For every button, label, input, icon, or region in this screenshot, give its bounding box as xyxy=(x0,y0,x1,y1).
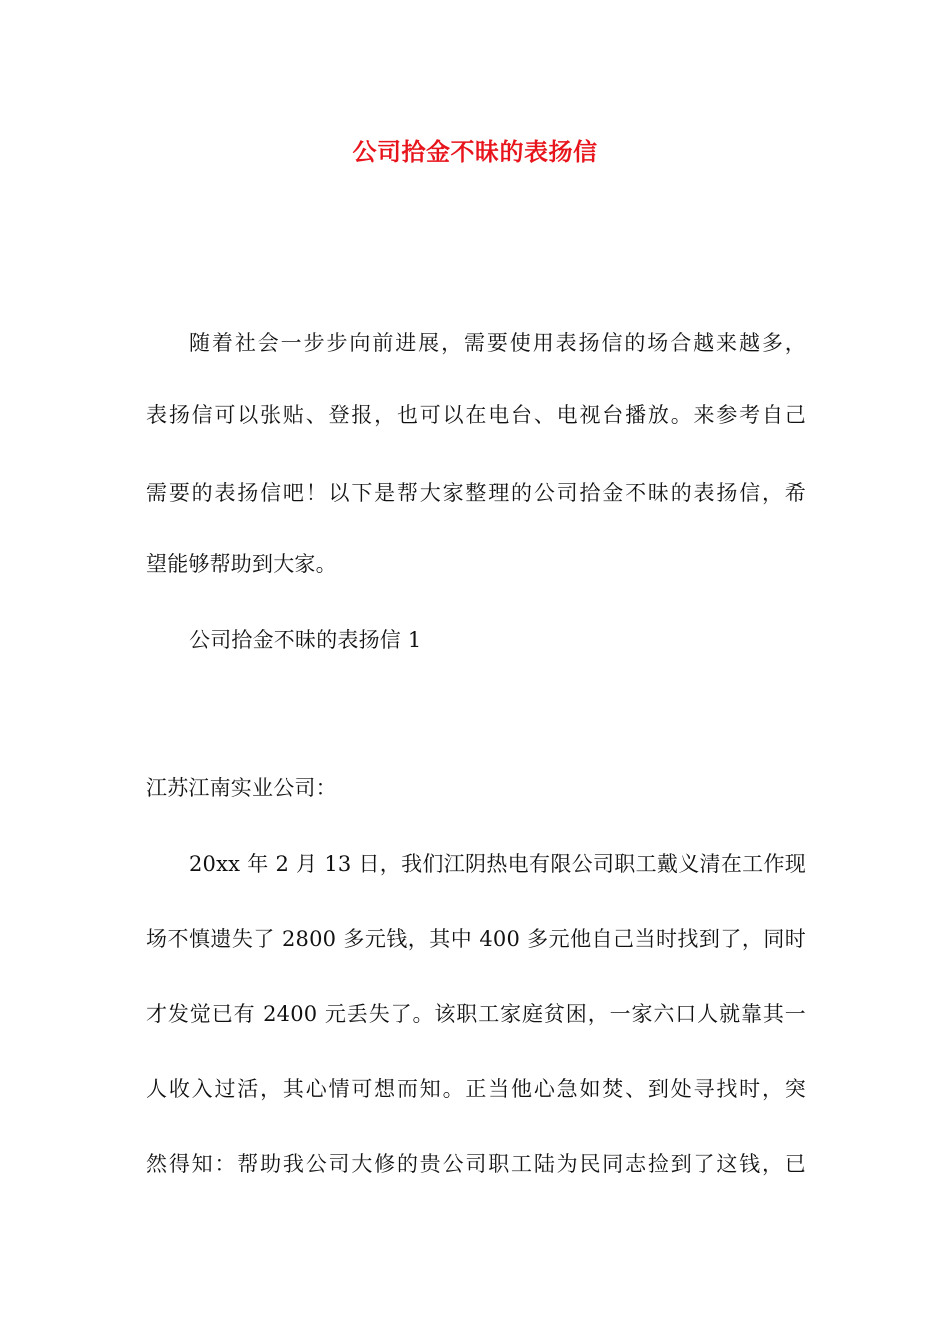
document-title: 公司拾金不昧的表扬信 xyxy=(352,138,598,166)
paragraph-line: 才发觉已有 2400 元丢失了。该职工家庭贫困，一家六口人就靠其一 xyxy=(146,1002,806,1026)
paragraph-line: 人收入过活，其心情可想而知。正当他心急如焚、到处寻找时，突 xyxy=(146,1077,806,1101)
salutation: 江苏江南实业公司： xyxy=(146,776,337,800)
paragraph-line: 随着社会一步步向前进展，需要使用表扬信的场合越来越多， xyxy=(189,331,806,355)
paragraph-line: 表扬信可以张贴、登报，也可以在电台、电视台播放。来参考自己 xyxy=(146,403,806,427)
section-heading: 公司拾金不昧的表扬信 1 xyxy=(189,628,422,652)
paragraph-line: 望能够帮助到大家。 xyxy=(146,552,337,576)
paragraph-line: 需要的表扬信吧！以下是帮大家整理的公司拾金不昧的表扬信，希 xyxy=(146,481,806,505)
paragraph-line: 20xx 年 2 月 13 日，我们江阴热电有限公司职工戴义清在工作现 xyxy=(189,852,806,876)
paragraph-line: 然得知：帮助我公司大修的贵公司职工陆为民同志捡到了这钱，已 xyxy=(146,1152,806,1176)
paragraph-line: 场不慎遗失了 2800 多元钱，其中 400 多元他自己当时找到了，同时 xyxy=(146,927,806,951)
